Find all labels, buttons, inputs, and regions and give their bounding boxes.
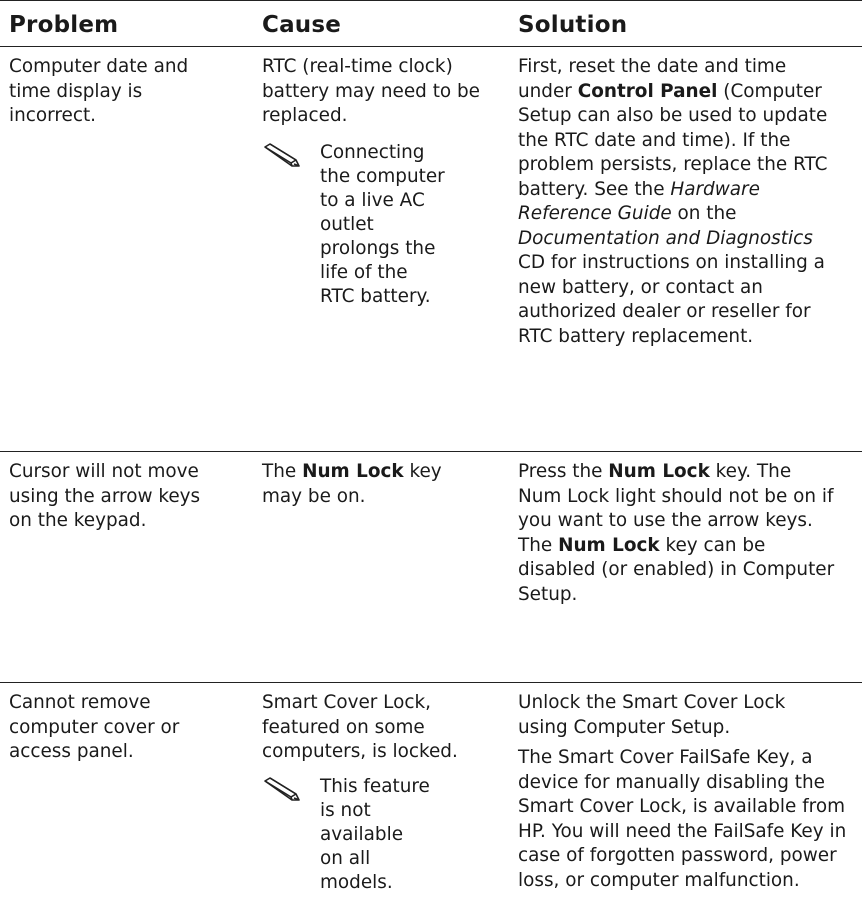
note-line: life of the: [320, 261, 408, 283]
solution-cell: [515, 683, 862, 921]
note: [262, 141, 515, 309]
solution-span: CD for instructions on installing a new battery, or contact an authorized dealer or reseller for RTC battery replacement.: [518, 252, 825, 347]
cause-cell: [261, 47, 515, 451]
problem-cell: [0, 452, 261, 682]
note-line: to a live AC: [320, 189, 425, 211]
solution-cell: [515, 452, 862, 682]
note-line: the computer: [320, 165, 445, 187]
cause-text: [262, 460, 482, 509]
note-line: This feature: [320, 775, 430, 797]
control-panel-label: Control Panel: [577, 80, 718, 102]
note-text: [320, 775, 430, 895]
header-cause: Cause: [262, 11, 342, 38]
documentation-diagnostics-title: Documentation and Diagnostics: [518, 227, 813, 249]
hardware-reference-guide-title: Hardware Reference Guide: [518, 178, 760, 224]
solution-span: on the: [671, 203, 737, 224]
note-line: RTC battery.: [320, 285, 431, 307]
cause-text: Smart Cover Lock, featured on some computers, is locked.: [262, 692, 458, 762]
note-line: on all: [320, 847, 371, 869]
note-line: prolongs the: [320, 237, 436, 259]
problem-text: Cannot remove computer cover or access panel.: [9, 692, 180, 762]
solution-span: key. The Num Lock light should not be on if you want to use the arrow keys. The: [518, 461, 834, 556]
num-lock-label: Num Lock: [608, 461, 710, 482]
solution-span: key can be disabled (or enabled) in Computer Setup.: [518, 534, 835, 605]
table-row: [0, 46, 862, 451]
note-line: outlet: [320, 213, 374, 235]
note-text: [320, 141, 445, 309]
cause-cell: [261, 452, 515, 682]
num-lock-label: Num Lock: [558, 534, 660, 556]
cause-cell: [261, 683, 515, 921]
cause-span: key may be on.: [262, 461, 442, 507]
solution-span: (Computer Setup can also be used to update the RTC date and time). If the problem persists, replace the RTC battery. See the: [518, 80, 828, 200]
table-row: [0, 682, 862, 921]
solution-text: [518, 460, 840, 607]
header-solution: Solution: [518, 11, 628, 38]
num-lock-label: Num Lock: [302, 461, 404, 482]
pencil-note-icon: [262, 775, 320, 895]
cause-text: RTC (real-time clock) battery may need to be replaced.: [262, 56, 480, 126]
note-line: models.: [320, 871, 393, 893]
table-header-row: [0, 0, 862, 46]
header-problem: Problem: [9, 11, 119, 38]
note: [262, 775, 515, 895]
note-line: Connecting: [320, 141, 425, 163]
solution-paragraph: The Smart Cover FailSafe Key, a device for manually disabling the Smart Cover Lock, is available from HP. You will need the FailSafe Key in case of forgotten password, power loss, or computer malfunction.: [518, 747, 847, 891]
problem-text: Cursor will not move using the arrow keys on the keypad.: [9, 461, 201, 531]
solution-span: Press the: [518, 461, 609, 482]
table-row: [0, 451, 862, 682]
cause-span: The: [262, 461, 303, 482]
pencil-note-icon: [262, 141, 320, 309]
problem-cell: [0, 683, 261, 921]
solution-span: First, reset the date and time under: [518, 56, 787, 102]
problem-text: Computer date and time display is incorrect.: [9, 56, 189, 126]
note-line: is not: [320, 799, 371, 821]
note-line: available: [320, 823, 404, 845]
solution-paragraph: Unlock the Smart Cover Lock using Computer Setup.: [518, 692, 786, 738]
solution-text: [518, 55, 843, 349]
solution-cell: [515, 47, 862, 451]
problem-cell: [0, 47, 261, 451]
